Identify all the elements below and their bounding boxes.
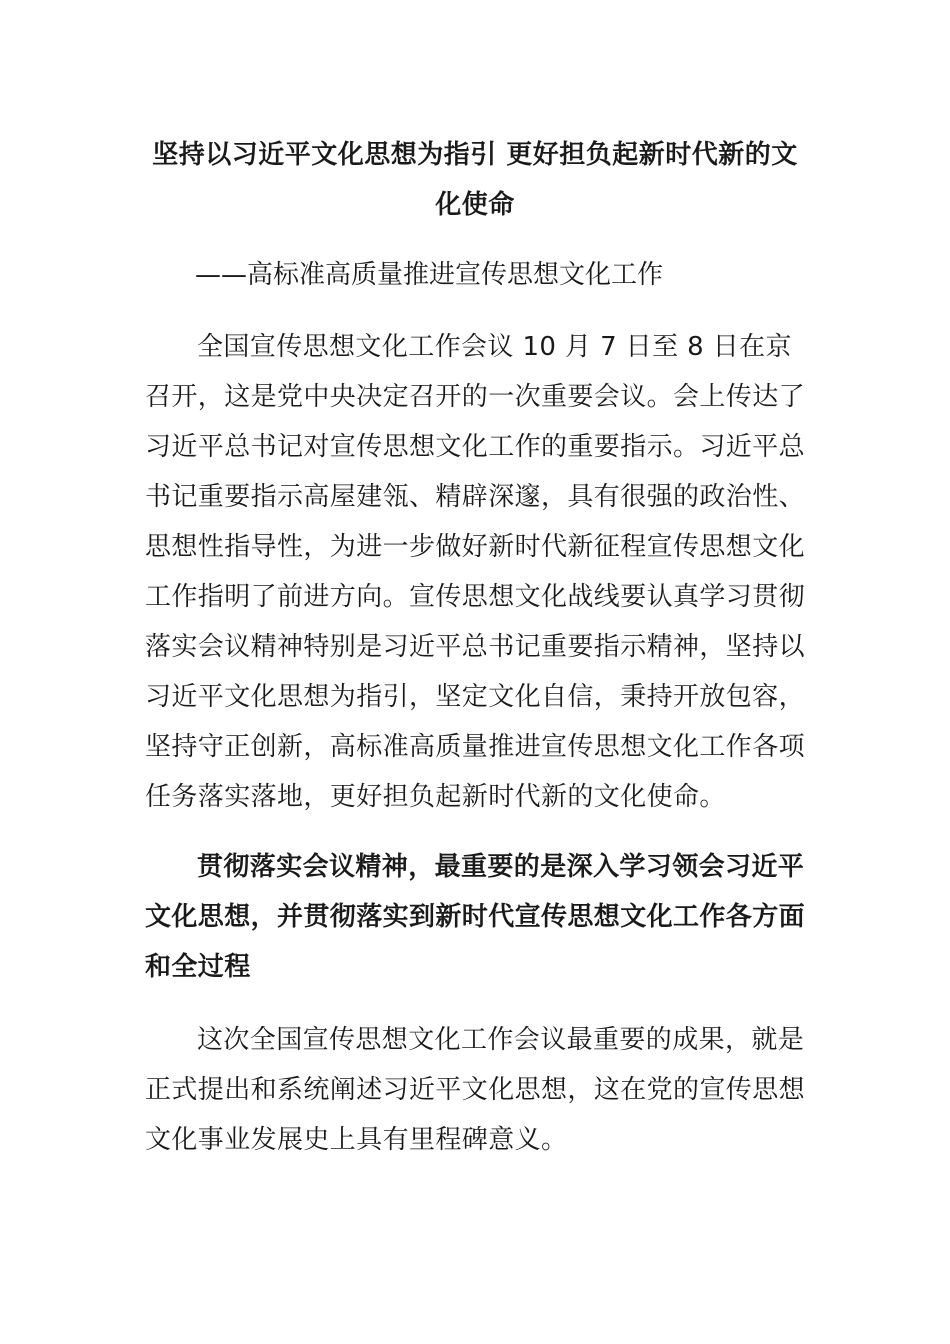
body-paragraph-2: 这次全国宣传思想文化工作会议最重要的成果，就是正式提出和系统阐述习近平文化思想，这在党的宣传思想文化事业发展史上具有里程碑意义。 [145, 1025, 806, 1155]
document-subtitle: ——高标准高质量推进宣传思想文化工作 [195, 260, 664, 290]
body-paragraph-1: 全国宣传思想文化工作会议 10 月 7 日至 8 日在京召开，这是党中央决定召开的一次重要会议。会上传达了习近平总书记对宣传思想文化工作的重要指示。习近平总书记重要指示高屋建瓴、精辟深邃，具有很强的政治性、思想性指导性，为进一步做好新时代新征程宣传思想文化工作指明了前进方向。宣传思想文化战线要认真学习贯彻落实会议精神特别是习近平总书记重要指示精神，坚持以习近平文化思想为指引，坚定文化自信，秉持开放包容，坚持守正创新，高标准高质量推进宣传思想文化工作各项任务落实落地，更好担负起新时代新的文化使命。 [145, 332, 806, 812]
section-heading: 贯彻落实会议精神，最重要的是深入学习领会习近平文化思想，并贯彻落实到新时代宣传思想文化工作各方面和全过程 [145, 852, 806, 982]
document-title: 坚持以习近平文化思想为指引 更好担负起新时代新的文化使命 [152, 140, 798, 220]
